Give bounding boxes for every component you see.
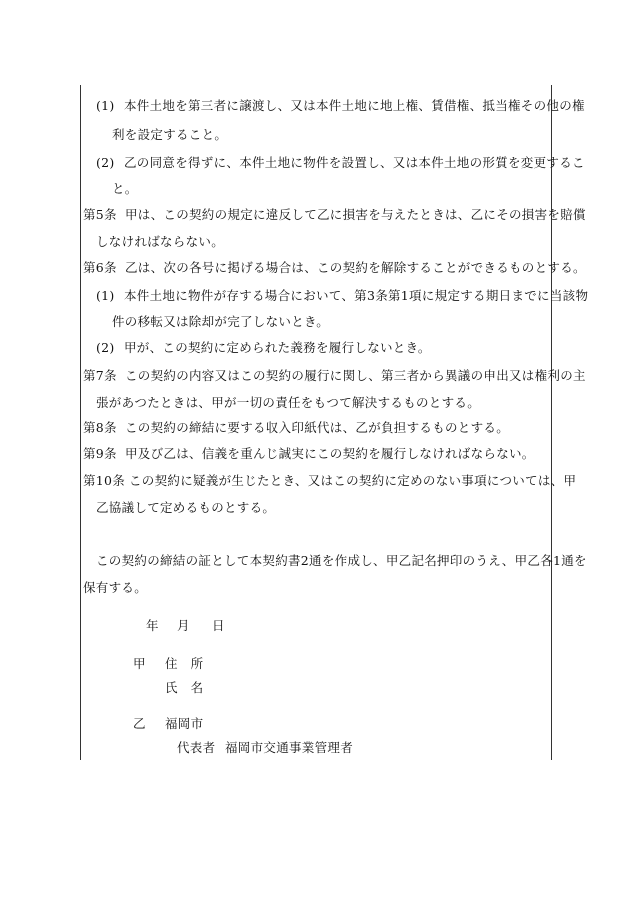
item-number: (2) <box>96 155 115 170</box>
article-6-item-2-line-1: (2) 甲が、この契約に定められた義務を履行しないとき。 <box>96 340 431 355</box>
item-number: (1) <box>96 98 115 113</box>
article-5-line-2: しなければならない。 <box>96 234 225 249</box>
item-2-line-2: と。 <box>112 181 138 196</box>
article-label: 第9条 <box>83 446 117 461</box>
article-label: 第5条 <box>83 207 117 222</box>
party-a-label: 甲 <box>133 656 146 671</box>
item-number: (2) <box>96 340 115 355</box>
item-1-line-2: 利を設定すること。 <box>112 127 228 142</box>
article-6-item-1-line-1: (1) 本件土地に物件が存する場合において、第3条第1項に規定する期日までに当該物 <box>96 288 589 303</box>
date-day: 日 <box>212 618 225 633</box>
party-b-label: 乙 <box>133 716 146 731</box>
party-b-representative-label: 代表者 <box>177 740 216 755</box>
item-2-line-1: (2) 乙の同意を得ずに、本件土地に物件を設置し、又は本件土地の形質を変更するこ <box>96 155 585 170</box>
article-label: 第10条 <box>83 473 126 488</box>
date-year: 年 <box>146 618 159 633</box>
party-a-name-label: 氏 名 <box>165 680 204 695</box>
party-b-representative-name: 福岡市交通事業管理者 <box>225 740 354 755</box>
party-b-city: 福岡市 <box>165 716 204 731</box>
article-7-line-2: 張があつたときは、甲が一切の責任をもつて解決するものとする。 <box>96 395 481 410</box>
article-label: 第7条 <box>83 368 117 383</box>
article-6-line: 第6条 乙は、次の各号に掲げる場合は、この契約を解除することができるものとする。 <box>83 260 586 275</box>
item-number: (1) <box>96 288 115 303</box>
article-label: 第8条 <box>83 420 117 435</box>
article-8-line: 第8条 この契約の締結に要する収入印紙代は、乙が負担するものとする。 <box>83 420 510 435</box>
article-5-line-1: 第5条 甲は、この契約の規定に違反して乙に損害を与えたときは、乙にその損害を賠償 <box>83 207 586 222</box>
article-10-line-2: 乙協議して定めるものとする。 <box>96 500 276 515</box>
article-10-line-1: 第10条 この契約に疑義が生じたとき、又はこの契約に定めのない事項については、甲 <box>83 473 577 488</box>
article-6-item-1-line-2: 件の移転又は除却が完了しないとき。 <box>112 314 330 329</box>
article-9-line: 第9条 甲及び乙は、信義を重んじ誠実にこの契約を履行しなければならない。 <box>83 446 535 461</box>
closing-line-1: この契約の締結の証として本契約書2通を作成し、甲乙記名押印のうえ、甲乙各1通を <box>96 553 587 568</box>
closing-line-2: 保有する。 <box>83 580 148 595</box>
article-7-line-1: 第7条 この契約の内容又はこの契約の履行に関し、第三者から異議の申出又は権利の主 <box>83 368 586 383</box>
article-label: 第6条 <box>83 260 117 275</box>
party-a-address-label: 住 所 <box>165 656 204 671</box>
date-month: 月 <box>177 618 190 633</box>
item-1-line-1: (1) 本件土地を第三者に譲渡し、又は本件土地に地上権、賃借権、抵当権その他の権 <box>96 98 585 113</box>
